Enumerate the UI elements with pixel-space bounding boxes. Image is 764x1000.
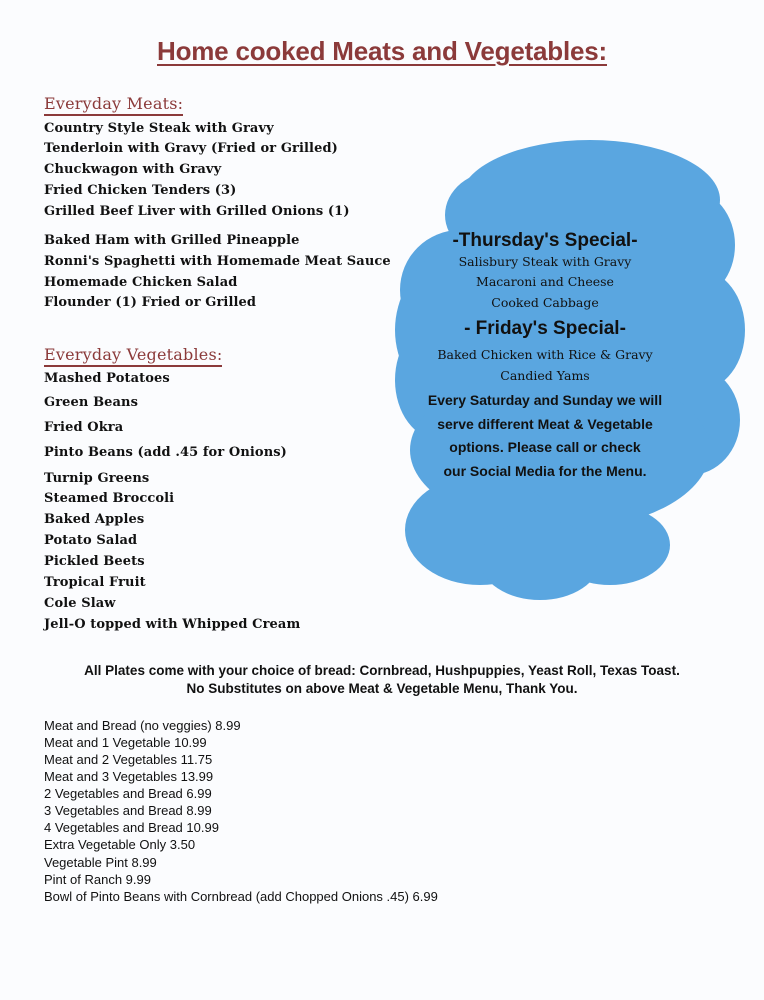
vegetable-item: Pickled Beets [44, 554, 145, 569]
price-item: Extra Vegetable Only 3.50 [44, 837, 196, 852]
vegetable-item: Baked Apples [44, 512, 145, 527]
meat-item: Grilled Beef Liver with Grilled Onions (1) [44, 204, 350, 219]
price-item: 4 Vegetables and Bread 10.99 [44, 820, 219, 835]
friday-special-item: Candied Yams [500, 368, 590, 383]
price-item: Meat and 1 Vegetable 10.99 [44, 735, 207, 750]
meat-item: Tenderloin with Gravy (Fried or Grilled) [44, 141, 338, 156]
friday-special-heading: - Friday's Special- [464, 318, 626, 339]
price-item: Bowl of Pinto Beans with Cornbread (add Chopped Onions .45) 6.99 [44, 889, 438, 904]
thursday-special-item: Macaroni and Cheese [476, 274, 614, 289]
meat-item: Ronni's Spaghetti with Homemade Meat Sauce [44, 254, 391, 269]
vegetable-item: Jell-O topped with Whipped Cream [44, 617, 301, 632]
vegetable-item: Cole Slaw [44, 596, 116, 611]
meat-item: Chuckwagon with Gravy [44, 162, 222, 177]
friday-special-item: Baked Chicken with Rice & Gravy [437, 347, 653, 362]
vegetable-item: Green Beans [44, 395, 139, 410]
vegetable-item: Potato Salad [44, 533, 138, 548]
vegetable-item: Tropical Fruit [44, 575, 146, 590]
meat-item: Country Style Steak with Gravy [44, 121, 274, 136]
bread-note [0, 662, 764, 698]
price-item: 3 Vegetables and Bread 8.99 [44, 803, 212, 818]
price-item: Vegetable Pint 8.99 [44, 855, 157, 870]
price-item: Meat and 2 Vegetables 11.75 [44, 752, 213, 767]
thursday-special-heading: -Thursday's Special- [452, 230, 638, 251]
price-item: 2 Vegetables and Bread 6.99 [44, 786, 212, 801]
vegetable-item: Mashed Potatoes [44, 371, 170, 386]
vegetable-item: Turnip Greens [44, 471, 150, 486]
specials-panel [400, 0, 690, 1000]
meat-item: Baked Ham with Grilled Pineapple [44, 233, 300, 248]
vegetable-item: Steamed Broccoli [44, 491, 175, 506]
price-item: Pint of Ranch 9.99 [44, 872, 151, 887]
vegetables-heading: Everyday Vegetables: [44, 345, 222, 367]
price-item: Meat and 3 Vegetables 13.99 [44, 769, 214, 784]
thursday-special-item: Cooked Cabbage [491, 295, 599, 310]
bread-note-line-1: All Plates come with your choice of bread: Cornbread, Hushpuppies, Yeast Roll, Texas Toast. [84, 663, 680, 678]
meat-item: Flounder (1) Fried or Grilled [44, 295, 257, 310]
weekend-note: Every Saturday and Sunday we will serve different Meat & Vegetable options. Please call or check our Social Media for the Menu. [427, 392, 663, 479]
vegetable-item: Pinto Beans (add .45 for Onions) [44, 445, 287, 460]
price-item: Meat and Bread (no veggies) 8.99 [44, 718, 241, 733]
meats-heading: Everyday Meats: [44, 94, 183, 116]
vegetable-item: Fried Okra [44, 420, 124, 435]
meat-item: Homemade Chicken Salad [44, 275, 238, 290]
page-title: Home cooked Meats and Vegetables: [157, 36, 607, 66]
bread-note-line-2: No Substitutes on above Meat & Vegetable Menu, Thank You. [186, 681, 578, 696]
thursday-special-item: Salisbury Steak with Gravy [458, 254, 632, 269]
meat-item: Fried Chicken Tenders (3) [44, 183, 237, 198]
